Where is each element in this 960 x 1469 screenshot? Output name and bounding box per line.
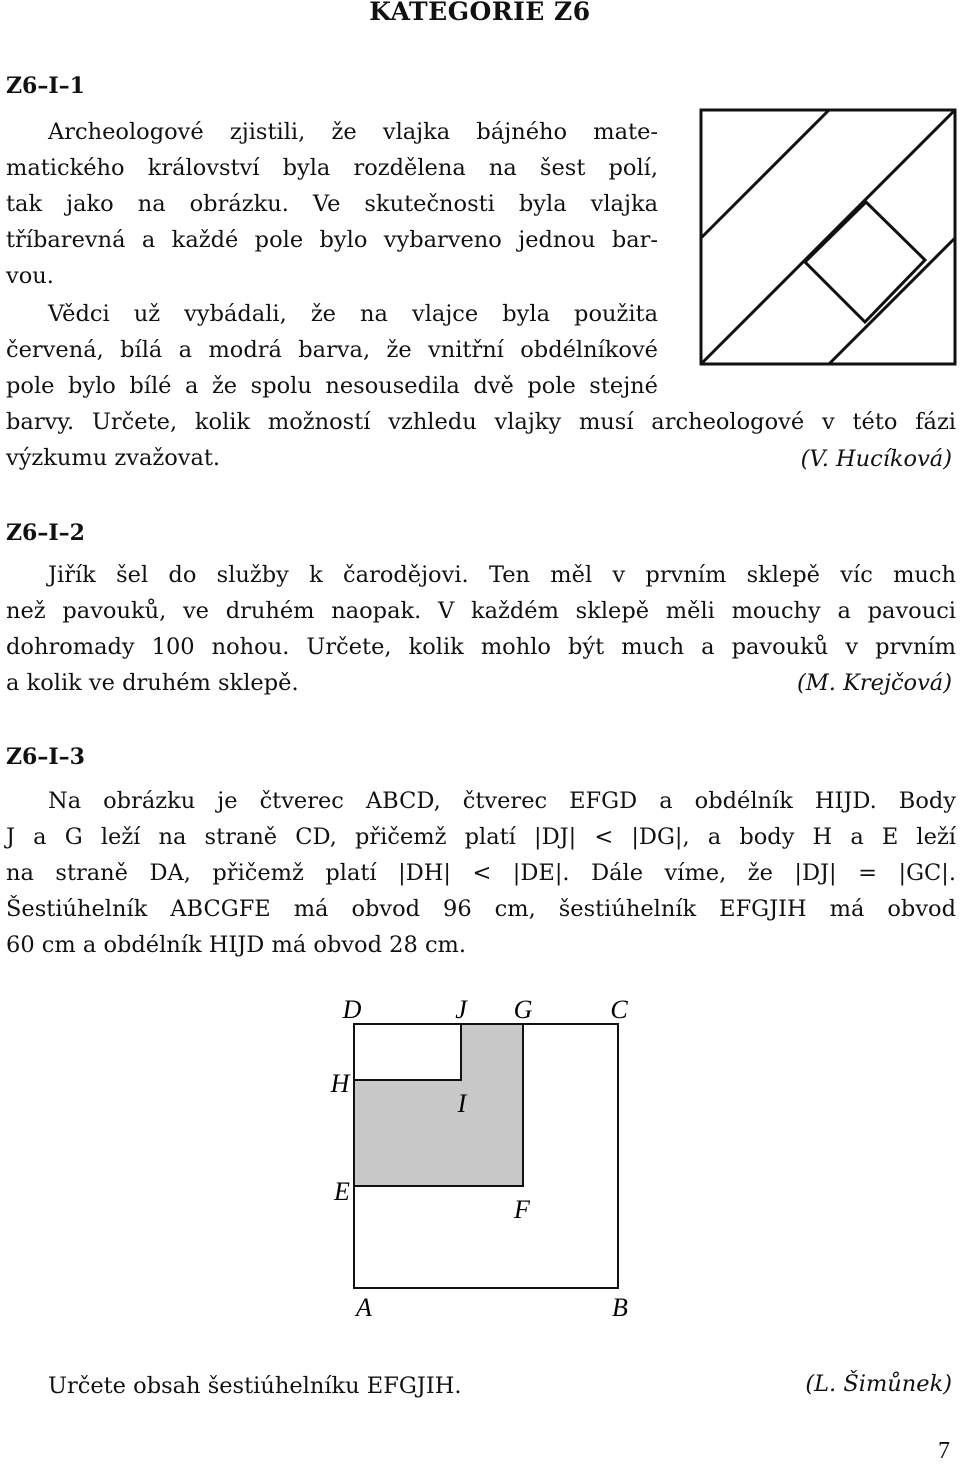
label-c: C (610, 995, 628, 1024)
problem-3-heading: Z6–I–3 (6, 744, 85, 770)
label-d: D (342, 995, 362, 1024)
label-f: F (514, 1195, 530, 1224)
problem-1-line: barvy. Určete, kolik možností vzhledu vlajky musí archeologové v této fázi (6, 409, 956, 435)
label-b: B (612, 1293, 628, 1322)
label-e: E (334, 1177, 350, 1206)
problem-3-line: 60 cm a obdélník HIJD má obvod 28 cm. (6, 932, 467, 958)
problem-1-line: tříbarevná a každé pole bylo vybarveno jednou bar- (6, 227, 658, 253)
problem-2-line: než pavouků, ve druhém naopak. V každém sklepě měli mouchy a pavouci (6, 598, 956, 624)
problem-3-line: Na obrázku je čtverec ABCD, čtverec EFGD a obdélník HIJD. Body (48, 788, 956, 814)
page-number: 7 (938, 1438, 950, 1464)
flag-diagonal-line (829, 238, 955, 364)
problem-2-heading: Z6–I–2 (6, 520, 85, 546)
problem-2-line: a kolik ve druhém sklepě. (6, 670, 299, 696)
problem-1-line: Archeologové zjistili, že vlajka bájného mate- (48, 119, 658, 145)
label-a: A (356, 1293, 372, 1322)
problem-3-line: Šestiúhelník ABCGFE má obvod 96 cm, šestiúhelník EFGJIH má obvod (6, 896, 956, 922)
label-j: J (455, 995, 467, 1024)
flag-diagonal-line (701, 110, 955, 364)
problem-2-line: Jiřík šel do služby k čarodějovi. Ten měl v prvním sklepě víc much (48, 562, 956, 588)
problem-3-question: Určete obsah šestiúhelníku EFGJIH. (48, 1373, 462, 1399)
problem-1-line: vou. (6, 263, 54, 289)
problem-1-heading: Z6–I–1 (6, 73, 85, 99)
hexagon-efgjih (354, 1024, 523, 1186)
problem-1-line: pole bylo bílé a že spolu nesousedila dvě pole stejné (6, 373, 658, 399)
page-header-title: KATEGORIE Z6 (369, 0, 591, 26)
problem-3-line: na straně DA, přičemž platí |DH| < |DE|. Dále víme, že |DJ| = |GC|. (6, 860, 956, 886)
problem-2-line: dohromady 100 nohou. Určete, kolik mohlo být much a pavouků v prvním (6, 634, 956, 660)
problem-1-line: tak jako na obrázku. Ve skutečnosti byla vlajka (6, 191, 658, 217)
flag-figure (699, 108, 957, 366)
problem-2-author: (M. Krejčová) (796, 670, 952, 696)
label-i: I (457, 1089, 467, 1118)
problem-3-line: J a G leží na straně CD, přičemž platí |DJ| < |DG|, a body H a E leží (6, 824, 956, 850)
squares-figure (320, 990, 660, 1330)
problem-1-line: červená, bílá a modrá barva, že vnitřní obdélníkové (6, 337, 658, 363)
flag-inner-rectangle (805, 202, 925, 322)
problem-1-line: výzkumu zvažovat. (6, 445, 221, 471)
problem-3-author: (L. Šimůnek) (805, 1371, 952, 1397)
problem-1-author: (V. Hucíková) (800, 446, 952, 472)
flag-diagonal-line (701, 110, 829, 238)
label-h: H (330, 1069, 350, 1098)
label-g: G (513, 995, 533, 1024)
problem-1-line: Vědci už vybádali, že na vlajce byla použita (48, 301, 658, 327)
problem-1-line: matického království byla rozdělena na šest polí, (6, 155, 658, 181)
